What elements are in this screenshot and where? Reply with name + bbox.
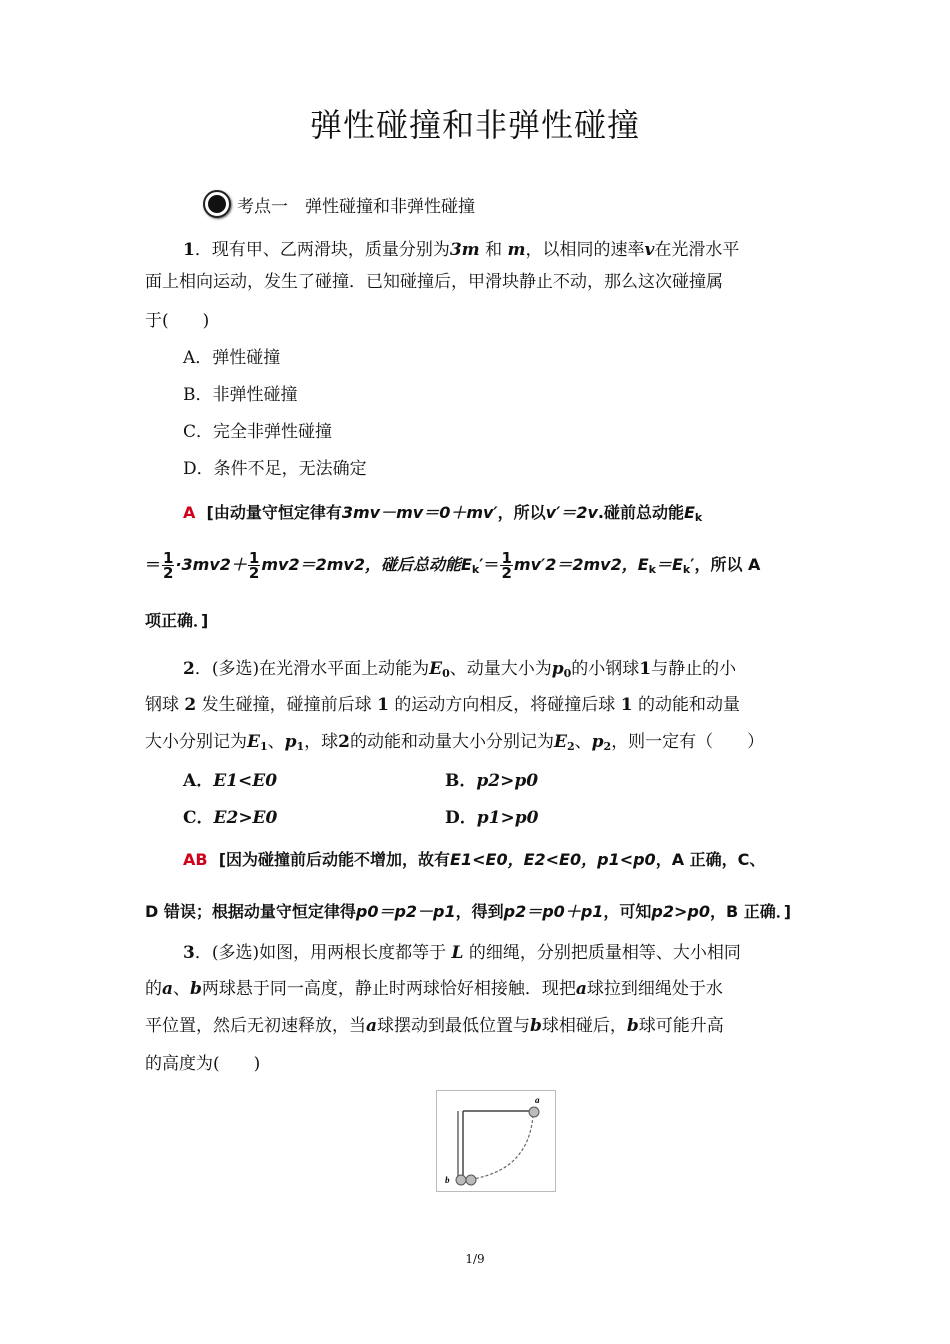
label-b: b [445, 1175, 450, 1185]
q3-line-4: 的高度为( ) [145, 1054, 261, 1074]
q2-option-a: A．E1<E0 [183, 771, 278, 791]
bullet-target-icon [203, 190, 231, 218]
q2-option-b: B．p2>p0 [445, 771, 539, 791]
section-label: 考点一 弹性碰撞和非弹性碰撞 [237, 196, 475, 217]
q1-explanation-line-3: 项正确．] [145, 611, 209, 630]
q2-option-row-2 [183, 803, 848, 833]
label-a: a [535, 1095, 540, 1105]
q3-line-1: 3．(多选)如图，用两根长度都等于 L 的细绳，分别把质量相等、大小相同 [183, 943, 741, 963]
ball-a-low [466, 1175, 476, 1185]
q2-explanation-line-2: D 错误；根据动量守恒定律得p0＝p2－p1，得到p2＝p0＋p1，可知p2>p0，B 正确．] [145, 902, 792, 921]
q3-line-2: 的a、b两球悬于同一高度，静止时两球恰好相接触．现把a球拉到细绳处于水 [145, 979, 723, 999]
fraction: $\frac{1}{2}$ [163, 549, 174, 582]
ball-b [456, 1175, 466, 1185]
q3-line-3: 平位置，然后无初速释放，当a球摆动到最低位置与b球相碰后，b球可能升高 [145, 1016, 724, 1036]
pendulum-diagram [437, 1091, 555, 1191]
page-number: 1/9 [465, 1252, 485, 1266]
q2-line-3: 大小分别记为$E_1$、$p_1$，球2的动能和动量大小分别记为$E_2$、$p_2$，则一定有（ ） [145, 732, 765, 753]
fraction: $\frac{1}{2}$ [501, 549, 512, 582]
q2-line-1: 2．(多选)在光滑水平面上动能为$E_0$、动量大小为$p_0$的小钢球1与静止的小 [183, 659, 737, 680]
q1-explanation-line-1: A [由动量守恒定律有3mv－mv＝0＋mv′，所以v′＝2v.碰前总动能$E_k$ [183, 503, 703, 524]
q2-explanation-line-1: AB [因为碰撞前后动能不增加，故有E1<E0，E2<E0，p1<p0，A 正确，C、 [183, 850, 766, 869]
page-title: 弹性碰撞和非弹性碰撞 [309, 106, 640, 144]
q2-option-c: C．E2>E0 [183, 808, 278, 828]
q2-option-d: D．p1>p0 [445, 808, 539, 828]
pendulum-figure [436, 1090, 556, 1192]
q1-line-1: 1．现有甲、乙两滑块，质量分别为3m 和 m，以相同的速率v在光滑水平 [183, 240, 740, 260]
q2-option-row-1 [183, 766, 848, 796]
fraction: $\frac{1}{2}$ [248, 549, 260, 582]
swing-path [473, 1115, 533, 1179]
q2-line-2: 钢球 2 发生碰撞，碰撞前后球 1 的运动方向相反，将碰撞后球 1 的动能和动量 [145, 695, 740, 715]
ball-a [529, 1107, 539, 1117]
q1-line-2: 面上相向运动，发生了碰撞．已知碰撞后，甲滑块静止不动，那么这次碰撞属 [145, 272, 723, 292]
q1-explanation-line-2: ＝ $\frac{1}{2}$ ·3mv2＋ $\frac{1}{2}$ mv2＝2mv2，碰后总动能$E_k'=$ $\frac{1}{2}$ mv′2＝2mv2，$E_k=E_k'$，所以 A [145, 549, 761, 582]
q1-line-3: 于( ) [145, 311, 210, 331]
q1-option-c: C．完全非弹性碰撞 [183, 422, 333, 442]
q1-option-b: B．非弹性碰撞 [183, 385, 298, 405]
section-heading [203, 188, 475, 220]
q1-option-d: D．条件不足，无法确定 [183, 459, 367, 479]
q1-option-a: A．弹性碰撞 [183, 348, 281, 368]
